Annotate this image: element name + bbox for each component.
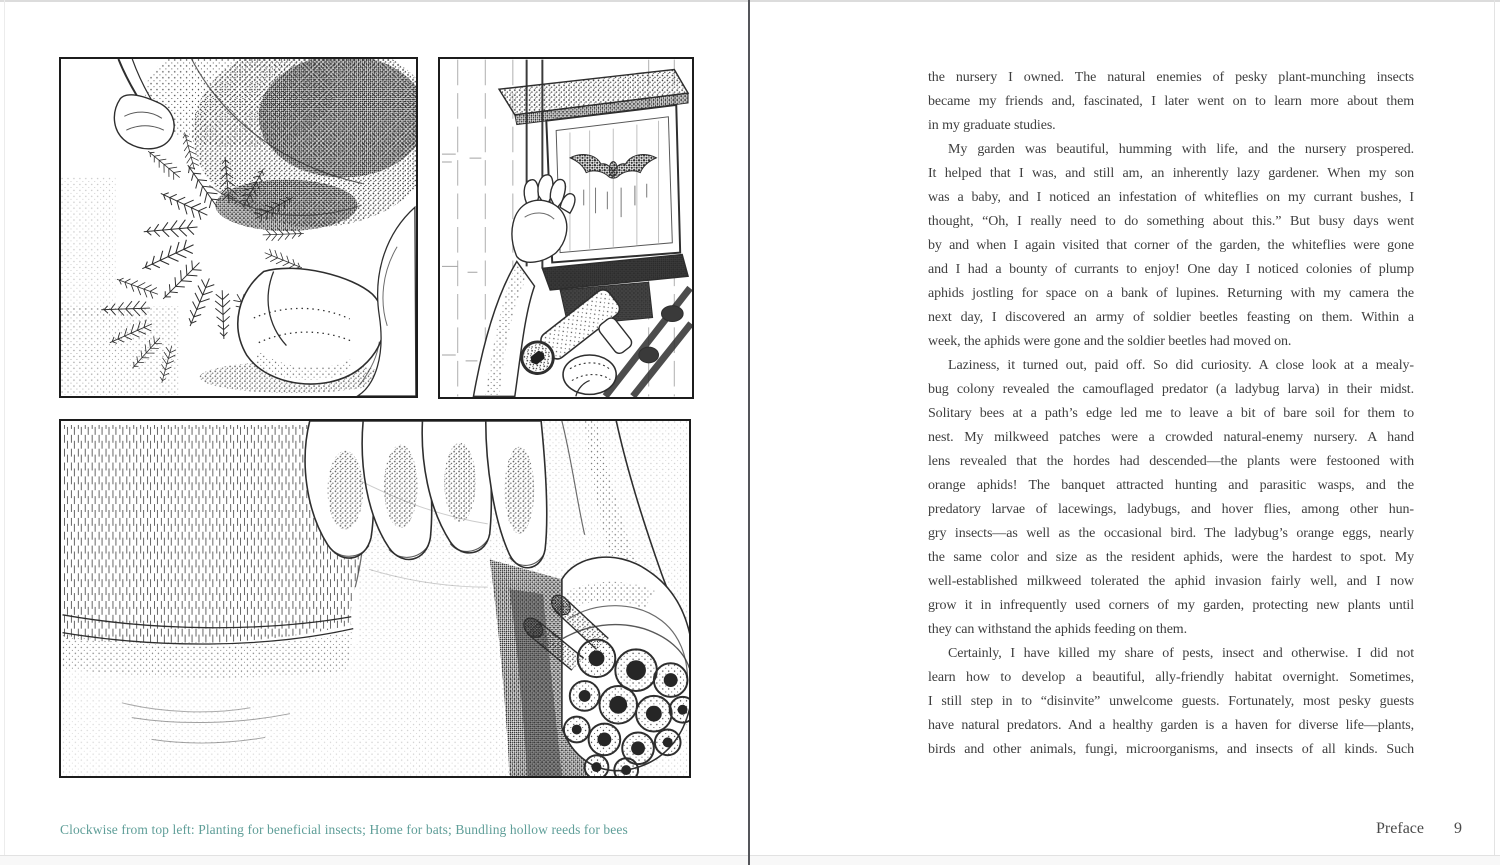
page-number: 9 [1454, 820, 1462, 837]
text-line: grow it in infrequently used corners of my garden, protecting new plants until [928, 598, 1414, 613]
text-line: was a baby, and I noticed an infestation of whiteflies on my currant bushes, I [928, 190, 1414, 205]
illustration-planting-for-beneficial-insects [59, 57, 418, 398]
text-line: lens revealed that the hordes had descended—the plants were festooned with [928, 454, 1414, 469]
text-line: bug colony revealed the camouflaged predator (a ladybug larva) in their midst. [928, 382, 1414, 397]
bat-house-illustration-drawing [440, 59, 692, 397]
illustration-bundling-hollow-reeds-for-bees [59, 419, 691, 778]
book-gutter-divider [748, 0, 750, 865]
text-line: the same color and size as the resident aphids, were the hardest to spot. My [928, 550, 1414, 565]
text-line: next day, I discovered an army of soldier beetles feasting on them. Within a [928, 310, 1414, 325]
page-footer [928, 820, 1462, 838]
text-line: they can withstand the aphids feeding on them. [928, 622, 1188, 637]
text-line: in my graduate studies. [928, 118, 1056, 133]
text-line: predatory larvae of lacewings, ladybugs, and hover flies, among other hun- [928, 502, 1414, 517]
page-left-edge [4, 0, 5, 865]
text-line: I still step in to “disinvite” unwelcome guests. Fortunately, most pesky guests [928, 694, 1414, 709]
running-head: Preface [1376, 820, 1424, 837]
page-top-edge [0, 0, 1500, 2]
text-line: the nursery I owned. The natural enemies of pesky plant-munching insects [928, 70, 1414, 85]
text-line: Laziness, it turned out, paid off. So did curiosity. A close look at a mealy- [948, 358, 1414, 373]
illustration-home-for-bats [438, 57, 694, 399]
text-line: My garden was beautiful, humming with life, and the nursery prospered. [948, 142, 1414, 157]
reed-bundle-illustration-drawing [61, 421, 689, 776]
text-line: It helped that I was, and still am, an inherently lazy gardener. When my son [928, 166, 1414, 181]
text-line: well-established milkweed tolerated the aphid invasion fairly well, and I now [928, 574, 1414, 589]
text-line: orange aphids! The banquet attracted hunting and parasitic wasps, and the [928, 478, 1414, 493]
page-right-edge [1494, 0, 1495, 865]
text-line: by and when I again visited that corner of the garden, the whiteflies were gone [928, 238, 1414, 253]
text-line: and I had a bounty of currants to enjoy! One day I noticed colonies of plump [928, 262, 1414, 277]
figure-caption: Clockwise from top left: Planting for beneficial insects; Home for bats; Bundling hollow reeds for bees [60, 822, 628, 837]
text-column [928, 66, 1414, 762]
text-line: Certainly, I have killed my share of pests, insect and otherwise. I did not [948, 646, 1414, 661]
text-line: gry insects—as well as the occasional bird. The ladybug’s orange eggs, nearly [928, 526, 1414, 541]
text-line: nest. My milkweed patches were a crowded natural-enemy nursery. A hand [928, 430, 1414, 445]
text-line: became my friends and, fascinated, I later went on to learn more about them [928, 94, 1414, 109]
planting-illustration-drawing [61, 59, 416, 396]
text-line: aphids jostling for space on a bank of lupines. Returning with my camera the [928, 286, 1414, 301]
text-line: week, the aphids were gone and the soldier beetles had moved on. [928, 334, 1292, 349]
page-bottom-strip [0, 856, 1500, 865]
text-line: have natural predators. And a healthy garden is a haven for diverse life—plants, [928, 718, 1414, 733]
text-line: birds and other animals, fungi, microorganisms, and insects of all kinds. Such [928, 742, 1414, 757]
text-line: Solitary bees at a path’s edge led me to leave a bit of bare soil for them to [928, 406, 1414, 421]
text-line: learn how to develop a beautiful, ally-friendly habitat overnight. Sometimes, [928, 670, 1414, 685]
text-line: thought, “Oh, I really need to do something about this.” But busy days went [928, 214, 1414, 229]
